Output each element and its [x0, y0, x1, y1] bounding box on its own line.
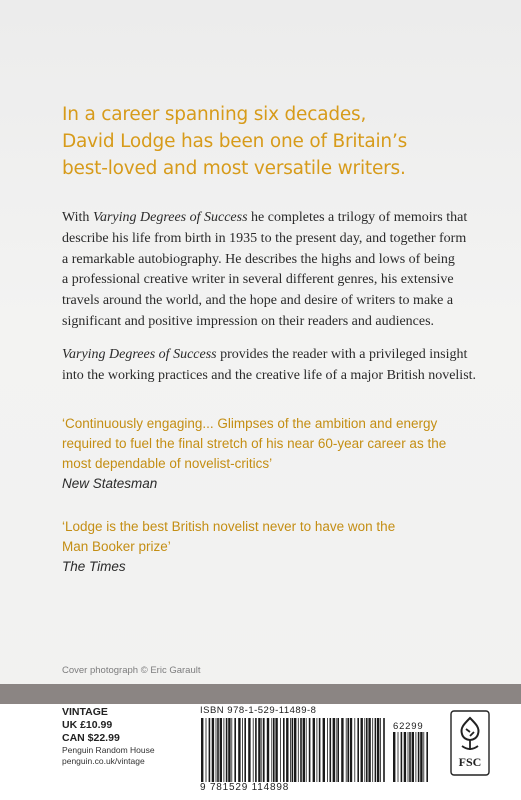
photo-credit: Cover photograph © Eric Garault [62, 665, 201, 676]
barcode-bar [313, 718, 315, 782]
imprint-name: VINTAGE [62, 706, 108, 718]
barcode-bar [220, 718, 222, 782]
blurb-paragraph-1 [62, 208, 472, 333]
barcode-bar [319, 718, 321, 782]
publisher-name: Penguin Random House [62, 745, 155, 755]
barcode-bar [238, 718, 240, 782]
barcode-bar [409, 732, 411, 782]
fsc-logo-icon [450, 710, 490, 776]
barcode-bar [255, 718, 257, 782]
addon-barcode-icon [392, 732, 432, 782]
book-title: Varying Degrees of Success [92, 210, 248, 225]
barcode-bar [201, 718, 203, 782]
price-can: CAN $22.99 [62, 732, 120, 744]
barcode-bar [336, 718, 337, 782]
divider-band [0, 684, 521, 704]
barcode-bar [401, 732, 403, 782]
quote-line: required to fuel the final stretch of his near 60-year career as the [62, 436, 447, 451]
barcode-bar [426, 732, 428, 782]
barcode-bar [280, 718, 281, 782]
barcode-bar [303, 718, 305, 782]
barcode-bar [263, 718, 265, 782]
barcode-bar [408, 732, 409, 782]
barcode-bar [228, 718, 230, 782]
barcode-bar [273, 718, 275, 782]
barcode-bar [261, 718, 262, 782]
blurb-line: into the working practices and the creative life of a major British novelist. [62, 367, 477, 383]
blurb-text: With [62, 210, 93, 225]
barcode-bar [341, 718, 343, 782]
blurb [62, 208, 477, 398]
headline-line: David Lodge has been one of Britain’s [62, 131, 408, 152]
quote-line: ‘Continuously engaging... Glimpses of the ambition and energy [62, 416, 438, 431]
barcode-bar [290, 718, 291, 782]
barcode-bar [248, 718, 250, 782]
barcode-bar [361, 718, 363, 782]
barcode-bar [217, 718, 219, 782]
barcode-bar [404, 732, 406, 782]
barcode-bar [375, 718, 377, 782]
barcode-bar [323, 718, 325, 782]
publisher-website: penguin.co.uk/vintage [62, 756, 145, 766]
barcode-bar [206, 718, 207, 782]
barcode-bar [209, 718, 211, 782]
barcode-bar [333, 718, 335, 782]
barcode-bar [212, 718, 214, 782]
barcode-bar [377, 718, 379, 782]
barcode-bar [292, 718, 294, 782]
barcode-bar [393, 732, 395, 782]
barcode-bar [346, 718, 347, 782]
barcode-bar [423, 732, 424, 782]
blurb-text: he completes a trilogy of memoirs that [247, 210, 468, 225]
blurb-line: a remarkable autobiography. He describes the highs and lows of being [62, 251, 455, 267]
barcode-bar [306, 718, 307, 782]
quote-line: most dependable of novelist-critics’ [62, 456, 273, 471]
barcode-bar [300, 718, 302, 782]
blurb-text: provides the reader with a privileged insight [216, 346, 468, 362]
price-addon-digits: 62299 [393, 721, 424, 732]
barcode-bar [224, 718, 225, 782]
barcode-icon [200, 718, 390, 782]
quote-source: The Times [62, 559, 126, 574]
barcode-bar [364, 718, 365, 782]
barcode-bar [244, 718, 246, 782]
blurb-line [62, 208, 472, 229]
barcode-bar [372, 718, 373, 782]
book-title: Varying Degrees of Success [62, 346, 217, 362]
barcode-bar [350, 718, 352, 782]
barcode-bar [398, 732, 399, 782]
barcode-bar [231, 718, 232, 782]
barcode-bar [298, 718, 299, 782]
barcode-bar [383, 718, 385, 782]
barcode-bar [380, 718, 381, 782]
blurb-line: significant and positive impression on their readers and audiences. [62, 313, 435, 329]
review-quote-1 [62, 414, 482, 494]
barcode-bar [258, 718, 260, 782]
barcode-bar [357, 718, 359, 782]
blurb-paragraph-2 [62, 345, 477, 387]
barcode-bar [317, 718, 318, 782]
barcode-bar [368, 718, 370, 782]
barcode-bar [216, 718, 217, 782]
barcode-bar [412, 732, 414, 782]
quote-line: Man Booker prize’ [62, 539, 171, 554]
barcode-bar [347, 718, 349, 782]
price-uk: UK £10.99 [62, 719, 113, 731]
blurb-line [62, 345, 472, 366]
review-quote-2 [62, 517, 482, 577]
barcode-bar [253, 718, 254, 782]
barcode-bar [330, 718, 332, 782]
barcode-bar [309, 718, 311, 782]
barcode-bar [242, 718, 243, 782]
headline-line: In a career spanning six decades, [62, 104, 367, 125]
fsc-label: FSC [458, 755, 482, 769]
isbn-label: ISBN 978-1-529-11489-8 [200, 705, 317, 716]
barcode-bar [327, 718, 328, 782]
blurb-line: describe his life from birth in 1935 to the present day, and together form [62, 230, 467, 246]
blurb-line: travels around the world, and the hope and desire of writers to make a [62, 293, 454, 309]
price-block [62, 706, 155, 767]
barcode-bar [271, 718, 272, 782]
headline [62, 101, 502, 182]
barcode-bar [337, 718, 339, 782]
barcode-bar [416, 732, 417, 782]
blurb-line: a professional creative writer in several different genres, his extensive [62, 272, 454, 288]
headline-line: best-loved and most versatile writers. [62, 158, 406, 179]
barcode-bar [420, 732, 422, 782]
quote-source: New Statesman [62, 476, 158, 491]
barcode-bar [418, 732, 420, 782]
barcode-bar [267, 718, 269, 782]
barcode-bar [366, 718, 368, 782]
barcode-bar [226, 718, 228, 782]
barcode-bar [234, 718, 236, 782]
barcode-panel [0, 704, 521, 800]
barcode-bar [354, 718, 355, 782]
barcode-bar [286, 718, 288, 782]
barcode-digits: 9 781529 114898 [200, 782, 290, 793]
quote-line: ‘Lodge is the best British novelist never to have won the [62, 519, 396, 534]
barcode-bar [294, 718, 296, 782]
barcode-bar [283, 718, 285, 782]
barcode-bar [275, 718, 277, 782]
